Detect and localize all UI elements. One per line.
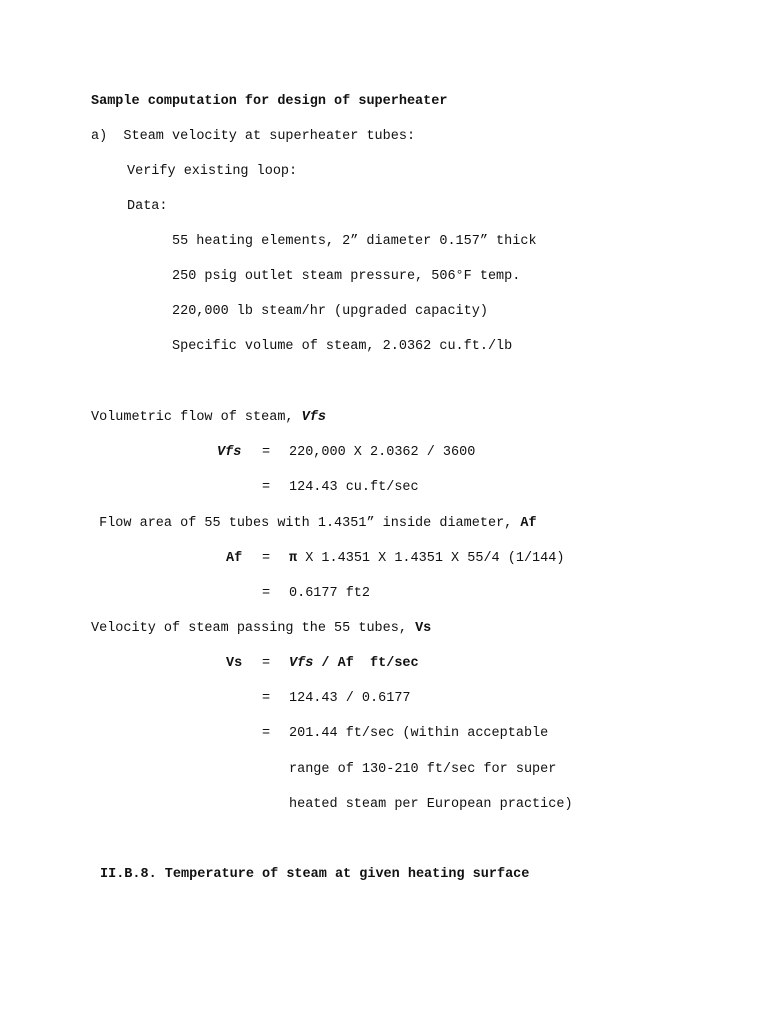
- vfs-eq-expression: 220,000 X 2.0362 / 3600: [289, 445, 476, 460]
- vfs-result-sign: =: [262, 480, 271, 495]
- data-item-capacity: 220,000 lb steam/hr (upgraded capacity): [172, 304, 488, 319]
- data-item-pressure: 250 psig outlet steam pressure, 506°F temp.: [172, 269, 521, 284]
- vfs-result: 124.43 cu.ft/sec: [289, 480, 419, 495]
- vs-result-sign: =: [262, 726, 271, 741]
- vs-result: 201.44 ft/sec (within acceptable: [289, 726, 549, 741]
- af-result-sign: =: [262, 586, 271, 601]
- vs-division-sign: =: [262, 691, 271, 706]
- data-item-heating-elements: 55 heating elements, 2” diameter 0.157” thick: [172, 234, 537, 249]
- af-eq-expression: π X 1.4351 X 1.4351 X 55/4 (1/144): [289, 551, 565, 566]
- vfs-eq-sign: =: [262, 445, 271, 460]
- data-item-specific-volume: Specific volume of steam, 2.0362 cu.ft./lb: [172, 339, 513, 354]
- pi-symbol: π: [289, 551, 298, 566]
- vs-eq-sign: =: [262, 656, 271, 671]
- af-eq-sign: =: [262, 551, 271, 566]
- doc-heading: Sample computation for design of superheater: [91, 94, 448, 109]
- volumetric-flow-intro: Volumetric flow of steam, Vfs: [91, 410, 326, 425]
- af-eq-symbol: Af: [226, 551, 243, 566]
- vs-eq-symbol: Vs: [226, 656, 243, 671]
- af-result: 0.6177 ft2: [289, 586, 371, 601]
- vfs-symbol: Vfs: [301, 410, 326, 425]
- vs-result-continued-2: heated steam per European practice): [289, 797, 573, 812]
- af-symbol: Af: [520, 516, 537, 531]
- vs-eq-expression: Vfs / Af ft/sec: [289, 656, 419, 671]
- verify-line: Verify existing loop:: [127, 164, 298, 179]
- vs-division: 124.43 / 0.6177: [289, 691, 411, 706]
- velocity-intro: Velocity of steam passing the 55 tubes, Vs: [91, 621, 432, 636]
- flow-area-intro: Flow area of 55 tubes with 1.4351” inside diameter, Af: [91, 516, 537, 531]
- vs-result-continued-1: range of 130-210 ft/sec for super: [289, 762, 557, 777]
- next-section-heading: II.B.8. Temperature of steam at given heating surface: [100, 867, 530, 882]
- section-a-title: a) Steam velocity at superheater tubes:: [91, 129, 416, 144]
- vs-symbol: Vs: [415, 621, 432, 636]
- data-label: Data:: [127, 199, 168, 214]
- vfs-eq-symbol: Vfs: [217, 445, 242, 460]
